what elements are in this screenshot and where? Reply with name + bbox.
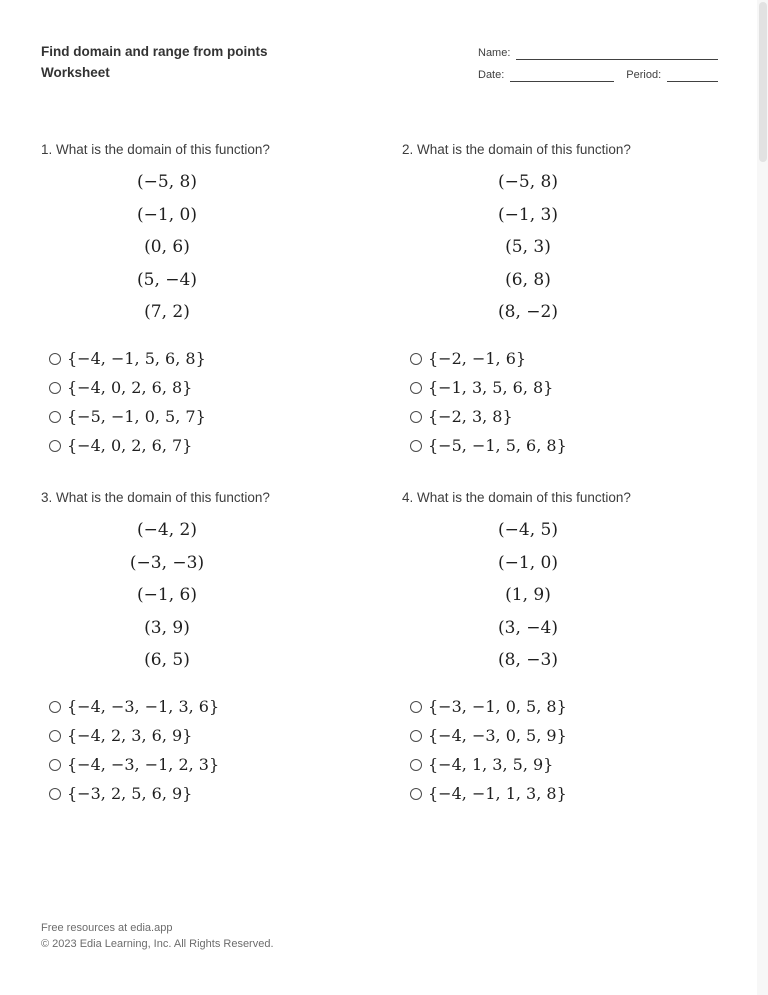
answer-choice-label: {−4, −3, −1, 2, 3}	[67, 755, 220, 775]
radio-button-icon[interactable]	[49, 730, 61, 742]
ordered-pair: (−4, 5)	[498, 520, 558, 540]
ordered-pair: (3, 9)	[144, 617, 190, 638]
answer-choice-label: {−5, −1, 5, 6, 8}	[428, 436, 567, 456]
radio-button-icon[interactable]	[49, 788, 61, 800]
date-period-row	[478, 68, 718, 82]
radio-button-icon[interactable]	[410, 382, 422, 394]
radio-button-icon[interactable]	[410, 730, 422, 742]
page-title-line2: Worksheet	[41, 65, 110, 80]
answer-choice[interactable]	[41, 349, 366, 369]
radio-button-icon[interactable]	[410, 353, 422, 365]
name-field-line[interactable]	[516, 57, 718, 60]
ordered-pairs-list	[402, 518, 654, 672]
answer-choice-label: {−4, 1, 3, 5, 9}	[428, 755, 554, 775]
answer-choice-label: {−1, 3, 5, 6, 8}	[428, 378, 554, 398]
radio-button-icon[interactable]	[410, 440, 422, 452]
footer-resources-text: Free resources at edia.app	[41, 922, 173, 934]
answer-choice[interactable]	[41, 407, 366, 427]
scrollbar-thumb[interactable]	[759, 2, 767, 162]
answer-choice[interactable]	[41, 697, 366, 717]
answer-choice[interactable]	[41, 784, 366, 804]
question-header	[402, 489, 727, 506]
answer-choice-label: {−4, 2, 3, 6, 9}	[67, 726, 193, 746]
ordered-pair: (−1, 3)	[498, 204, 558, 225]
ordered-pair: (5, 3)	[505, 237, 551, 258]
answer-choice[interactable]	[41, 436, 366, 456]
radio-button-icon[interactable]	[49, 353, 61, 365]
radio-button-icon[interactable]	[410, 759, 422, 771]
question-block	[41, 141, 366, 465]
ordered-pair: (−5, 8)	[137, 172, 197, 192]
answer-choice[interactable]	[402, 784, 727, 804]
questions-grid	[41, 141, 727, 841]
radio-button-icon[interactable]	[410, 701, 422, 713]
question-header	[41, 489, 366, 506]
radio-button-icon[interactable]	[49, 382, 61, 394]
answer-choice[interactable]	[41, 378, 366, 398]
ordered-pair: (3, −4)	[498, 617, 558, 638]
ordered-pair: (−5, 8)	[498, 172, 558, 192]
answer-choice[interactable]	[41, 755, 366, 775]
page-footer	[41, 920, 274, 952]
ordered-pair: (−1, 6)	[137, 585, 197, 606]
question-header	[402, 141, 727, 158]
answer-choice[interactable]	[402, 349, 727, 369]
ordered-pair: (8, −2)	[498, 302, 558, 323]
ordered-pair: (1, 9)	[505, 585, 551, 606]
question-prompt: What is the domain of this function?	[417, 142, 631, 157]
answer-choice[interactable]	[402, 755, 727, 775]
ordered-pair: (−4, 2)	[137, 520, 197, 540]
ordered-pair: (−3, −3)	[129, 552, 205, 573]
ordered-pair: (6, 8)	[505, 269, 551, 290]
ordered-pairs-list	[41, 170, 293, 324]
answer-choices	[402, 697, 727, 804]
ordered-pairs-list	[41, 518, 293, 672]
ordered-pair: (−1, 0)	[137, 204, 197, 225]
ordered-pairs-list	[402, 170, 654, 324]
ordered-pair: (6, 5)	[144, 650, 190, 671]
scrollbar-track[interactable]	[757, 0, 768, 995]
name-row	[478, 46, 718, 60]
answer-choice[interactable]	[41, 726, 366, 746]
answer-choice-label: {−2, 3, 8}	[428, 407, 513, 427]
radio-button-icon[interactable]	[49, 411, 61, 423]
answer-choice-label: {−4, 0, 2, 6, 7}	[67, 436, 193, 456]
radio-button-icon[interactable]	[410, 411, 422, 423]
answer-choices	[41, 697, 366, 804]
answer-choice-label: {−4, 0, 2, 6, 8}	[67, 378, 193, 398]
page-title	[41, 41, 268, 83]
question-block	[402, 141, 727, 465]
ordered-pair: (0, 6)	[144, 237, 190, 258]
period-label: Period:	[626, 69, 662, 81]
answer-choices	[402, 349, 727, 456]
radio-button-icon[interactable]	[49, 440, 61, 452]
answer-choice-label: {−3, −1, 0, 5, 8}	[428, 697, 567, 717]
question-number: 2.	[402, 142, 414, 157]
date-field-line[interactable]	[510, 79, 614, 82]
answer-choice-label: {−4, −1, 1, 3, 8}	[428, 784, 567, 804]
name-label: Name:	[478, 47, 511, 59]
question-header	[41, 141, 366, 158]
period-field-line[interactable]	[667, 79, 718, 82]
answer-choice[interactable]	[402, 407, 727, 427]
question-block	[41, 489, 366, 813]
question-block	[402, 489, 727, 813]
answer-choice[interactable]	[402, 697, 727, 717]
answer-choice[interactable]	[402, 378, 727, 398]
answer-choice-label: {−4, −3, −1, 3, 6}	[67, 697, 220, 717]
footer-copyright-text: © 2023 Edia Learning, Inc. All Rights Reserved.	[41, 938, 274, 950]
answer-choice-label: {−2, −1, 6}	[428, 349, 527, 369]
question-number: 3.	[41, 490, 53, 505]
answer-choice-label: {−3, 2, 5, 6, 9}	[67, 784, 193, 804]
question-number: 4.	[402, 490, 414, 505]
answer-choice-label: {−5, −1, 0, 5, 7}	[67, 407, 206, 427]
date-label: Date:	[478, 69, 505, 81]
answer-choice[interactable]	[402, 436, 727, 456]
ordered-pair: (−1, 0)	[498, 552, 558, 573]
radio-button-icon[interactable]	[410, 788, 422, 800]
question-prompt: What is the domain of this function?	[417, 490, 631, 505]
radio-button-icon[interactable]	[49, 701, 61, 713]
page-title-line1: Find domain and range from points	[41, 44, 268, 59]
answer-choice[interactable]	[402, 726, 727, 746]
answer-choice-label: {−4, −1, 5, 6, 8}	[67, 349, 206, 369]
ordered-pair: (8, −3)	[498, 650, 558, 671]
ordered-pair: (5, −4)	[137, 269, 197, 290]
question-prompt: What is the domain of this function?	[56, 142, 270, 157]
answer-choices	[41, 349, 366, 456]
question-prompt: What is the domain of this function?	[56, 490, 270, 505]
radio-button-icon[interactable]	[49, 759, 61, 771]
ordered-pair: (7, 2)	[144, 302, 190, 323]
student-info-block	[478, 46, 718, 90]
question-number: 1.	[41, 142, 53, 157]
answer-choice-label: {−4, −3, 0, 5, 9}	[428, 726, 567, 746]
